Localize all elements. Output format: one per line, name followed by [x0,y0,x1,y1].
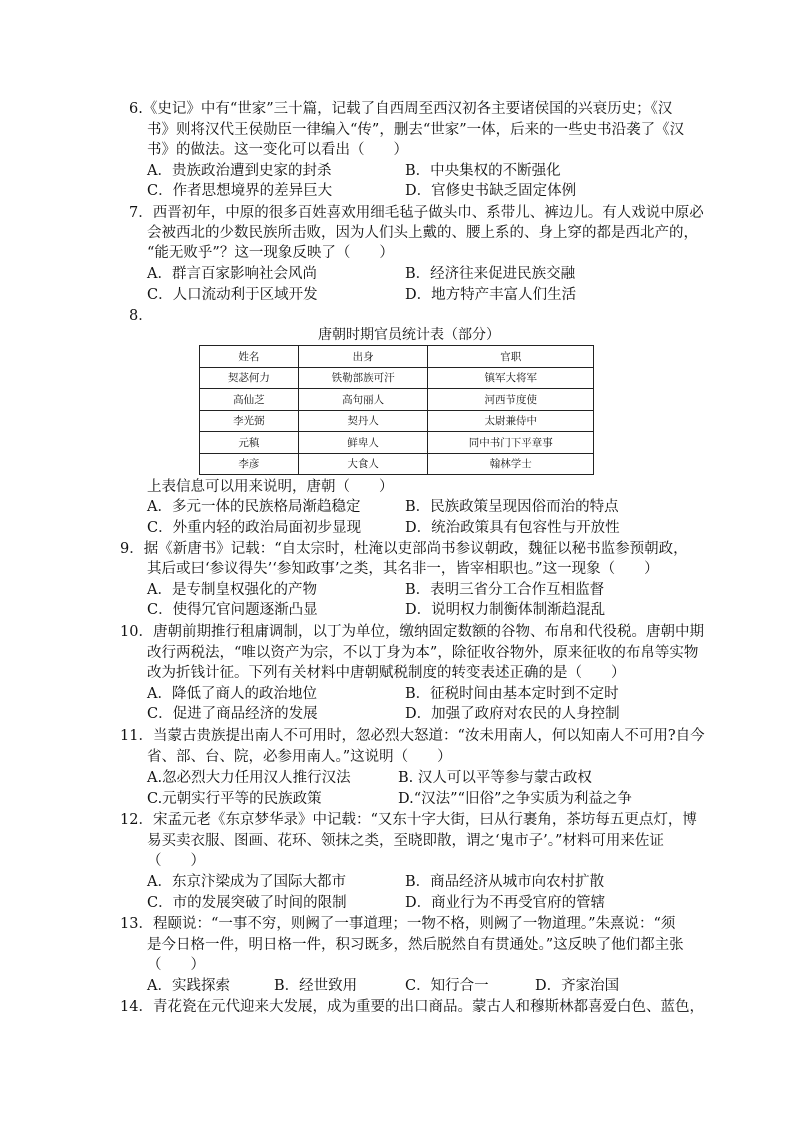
q10-option-d: D．加强了政府对农民的人身控制 [405,706,620,722]
table-cell: 大食人 [298,453,428,475]
table-row [200,389,594,411]
q8-stem: 上表信息可以用来说明，唐朝（ ） [147,479,394,495]
q9-stem-line1: 9．据《新唐书》记载：“自太宗时，杜淹以吏部尚书参议朝政，魏征以秘书监参预朝政， [120,541,688,557]
table-cell: 翰林学士 [428,453,594,475]
q11-option-c: C.元朝实行平等的民族政策 [147,791,322,807]
q7-option-c: C．人口流动利于区域开发 [147,287,318,303]
q13-option-d: D．齐家治国 [535,978,620,994]
q12-stem-line2: 易买卖衣服、图画、花环、领抹之类，至晓即散，谓之‘鬼市子’。”材料可用来佐证 [147,833,664,849]
table-cell: 契丹人 [298,410,428,432]
q9-option-d: D．说明权力制衡体制渐趋混乱 [405,602,606,618]
q7-option-b: B．经济往来促进民族交融 [405,266,576,282]
table-row [200,410,594,432]
q9-stem-line2: 其后或曰‘参议得失’‘参知政事’之类，其名非一，皆宰相职也。”这一现象（ ） [147,561,659,577]
table-cell: 河西节度使 [428,389,594,411]
q6-stem-line3: 书》的做法。这一变化可以看出（ ） [147,142,408,158]
q6-stem-line2: 书》则将汉代王侯勋臣一律编入“传”，删去“世家”一体，后来的一些史书沿袭了《汉 [147,122,685,138]
q7-option-a: A．群言百家影响社会风尚 [147,266,317,282]
q12-option-c: C．市的发展突破了时间的限制 [147,895,347,911]
q12-stem-line1: 12．宋孟元老《东京梦华录》中记载：“又东十字大街，曰从行裹角，茶坊每五更点灯，博 [120,812,697,828]
table-cell: 同中书门下平章事 [428,432,594,454]
q11-option-b: B. 汉人可以平等参与蒙古政权 [398,770,592,786]
q8-number: 8． [129,308,153,324]
table-cell: 铁勒部族可汗 [298,367,428,389]
table-cell: 元稹 [200,432,299,454]
q6-stem-line1: 6.《史记》中有“世家”三十篇，记载了自西周至西汉初各主要诸侯国的兴衰历史；《汉 [129,101,673,117]
table-cell: 高句丽人 [298,389,428,411]
q8-option-b: B．民族政策呈现因俗而治的特点 [405,499,619,515]
q10-option-b: B．征税时间由基本定时到不定时 [405,686,619,702]
q13-option-a: A．实践探索 [147,978,230,994]
table-cell: 镇军大将军 [428,367,594,389]
header-cell: 出身 [298,346,428,368]
q13-stem-line3: （ ） [147,957,205,973]
q11-option-d: D.“汉法”“旧俗”之争实质为利益之争 [398,791,632,807]
q8-option-d: D．统治政策具有包容性与开放性 [405,520,620,536]
q12-option-b: B．商品经济从城市向农村扩散 [405,874,605,890]
q12-option-a: A．东京汴梁成为了国际大都市 [147,874,346,890]
q12-option-d: D．商业行为不再受官府的管辖 [405,895,606,911]
q10-stem-line1: 10．唐朝前期推行租庸调制，以丁为单位，缴纳固定数额的谷物、布帛和代役税。唐朝中期 [120,624,704,640]
q7-stem-line2: 会被西北的少数民族所击败，因为人们头上戴的、腰上系的、身上穿的都是西北产的， [147,225,698,241]
q8-table-title: 唐朝时期官员统计表（部分） [318,327,500,343]
q11-stem-line2: 省、部、台、院，必参用南人。”这说明（ ） [147,749,452,765]
q9-option-c: C．使得冗官问题逐渐凸显 [147,602,318,618]
q8-option-a: A．多元一体的民族格局渐趋稳定 [147,499,361,515]
table-cell: 契苾何力 [200,367,299,389]
q7-option-d: D．地方特产丰富人们生活 [405,287,577,303]
header-cell: 姓名 [200,346,299,368]
official-stats-table [199,345,594,475]
q13-stem-line1: 13．程颐说：“一事不穷，则阙了一事道理；一物不格，则阙了一物道理。”朱熹说：“须 [120,916,676,932]
table-cell: 李光弼 [200,410,299,432]
q12-stem-line3: （ ） [147,853,205,869]
q6-option-c: C．作者思想境界的差异巨大 [147,183,333,199]
q13-option-c: C．知行合一 [405,978,489,994]
q10-stem-line3: 改为折钱计征。下列有关材料中唐朝赋税制度的转变表述正确的是（ ） [147,665,626,681]
q10-option-a: A．降低了商人的政治地位 [147,686,317,702]
q13-option-b: B．经世致用 [274,978,358,994]
q13-stem-line2: 是今日格一件，明日格一件，积习既多，然后脱然自有贯通处。”这反映了他们都主张 [147,937,684,953]
table-row [200,453,594,475]
q6-option-d: D．官修史书缺乏固定体例 [405,183,577,199]
table-cell: 李彦 [200,453,299,475]
q6-option-b: B．中央集权的不断强化 [405,163,561,179]
header-cell: 官职 [428,346,594,368]
q7-stem-line3: “能无败乎”？这一现象反映了（ ） [147,245,394,261]
q9-option-b: B．表明三省分工合作互相监督 [405,582,605,598]
q7-stem-line1: 7．西晋初年，中原的很多百姓喜欢用细毛毡子做头巾、系带儿、裤边儿。有人戏说中原必 [129,205,704,221]
table-row [200,432,594,454]
table-cell: 鲜卑人 [298,432,428,454]
table-header-row [200,346,594,368]
q9-option-a: A．是专制皇权强化的产物 [147,582,317,598]
table-cell: 太尉兼侍中 [428,410,594,432]
table-cell: 高仙芝 [200,389,299,411]
q10-option-c: C．促进了商品经济的发展 [147,706,318,722]
q14-stem-line1: 14．青花瓷在元代迎来大发展，成为重要的出口商品。蒙古人和穆斯林都喜爱白色、蓝色， [120,999,704,1015]
q10-stem-line2: 改行两税法，“唯以资产为宗，不以丁身为本”，除征收谷物外，原来征收的布帛等实物 [147,645,699,661]
table-row [200,367,594,389]
q6-option-a: A．贵族政治遭到史家的封杀 [147,163,332,179]
q8-option-c: C．外重内轻的政治局面初步显现 [147,520,362,536]
q11-option-a: A.忽必烈大力任用汉人推行汉法 [147,770,351,786]
q11-stem-line1: 11．当蒙古贵族提出南人不可用时，忽必烈大怒道：“汝未用南人，何以知南人不可用?自今 [120,728,705,744]
